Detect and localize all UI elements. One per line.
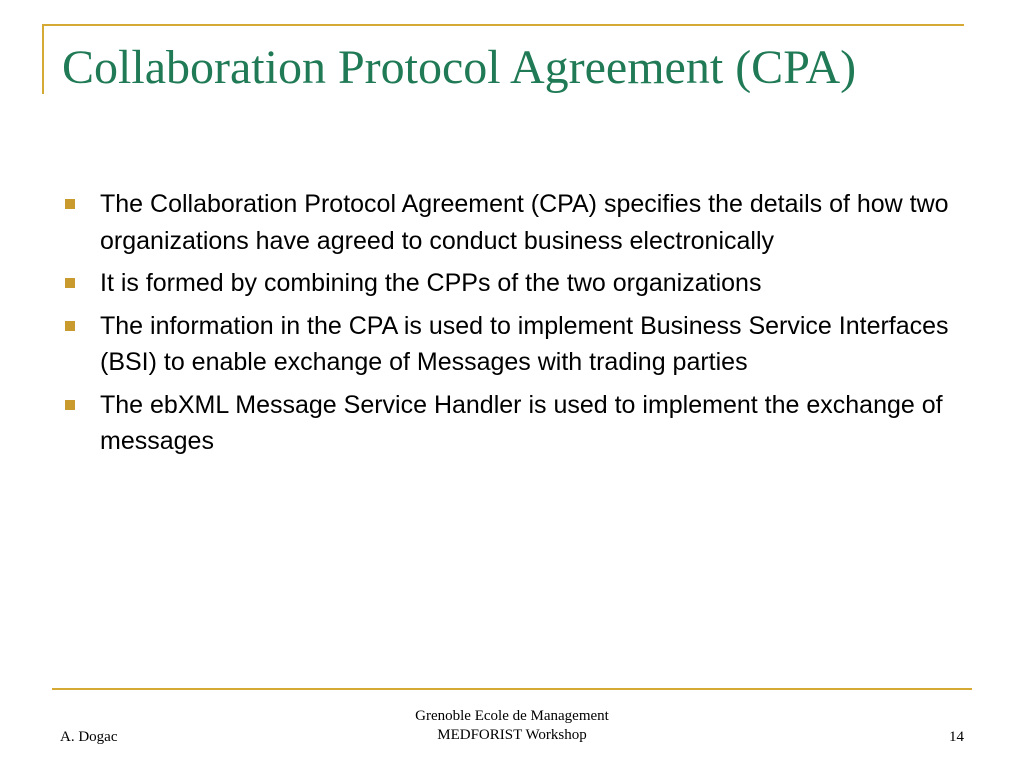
bullet-item bbox=[60, 308, 975, 381]
bullet-item bbox=[60, 387, 975, 460]
bullet-text: The ebXML Message Service Handler is used to implement the exchange of messages bbox=[100, 390, 943, 455]
square-bullet-icon bbox=[65, 199, 75, 209]
bullet-item bbox=[60, 265, 975, 302]
top-accent-line bbox=[42, 24, 964, 26]
left-accent-line bbox=[42, 24, 44, 94]
bullet-text: The Collaboration Protocol Agreement (CPA) specifies the details of how two organizations have agreed to conduct business electronically bbox=[100, 190, 949, 255]
footer-divider bbox=[52, 688, 972, 690]
bullet-list bbox=[60, 186, 975, 466]
square-bullet-icon bbox=[65, 400, 75, 410]
bullet-item bbox=[60, 186, 975, 259]
slide-title: Collaboration Protocol Agreement (CPA) bbox=[62, 41, 857, 94]
bullet-text: It is formed by combining the CPPs of the two organizations bbox=[100, 269, 762, 297]
bullet-text: The information in the CPA is used to implement Business Service Interfaces (BSI) to enable exchange of Messages with trading parties bbox=[100, 311, 949, 376]
footer-institution bbox=[362, 707, 662, 745]
square-bullet-icon bbox=[65, 278, 75, 288]
footer-author: A. Dogac bbox=[60, 729, 118, 745]
footer-institution-line-1: Grenoble Ecole de Management bbox=[415, 708, 609, 724]
square-bullet-icon bbox=[65, 321, 75, 331]
footer-institution-line-2: MEDFORIST Workshop bbox=[437, 727, 587, 743]
page-number: 14 bbox=[949, 729, 964, 745]
